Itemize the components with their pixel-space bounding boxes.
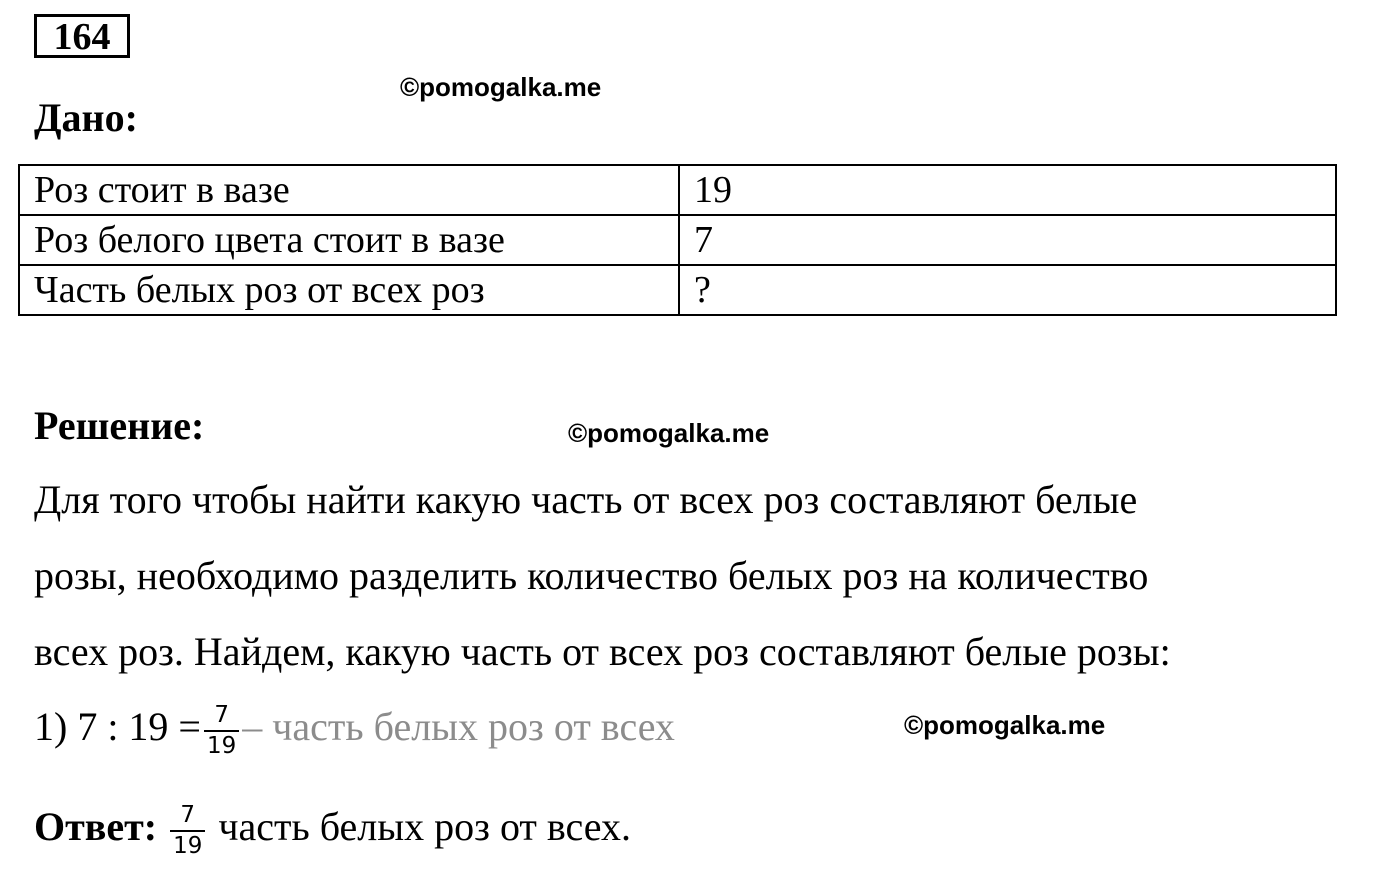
solution-line: Для того чтобы найти какую часть от всех роз составляют белые (34, 477, 1138, 522)
step-comment: – часть белых роз от всех (242, 704, 675, 749)
given-label: Роз белого цвета стоит в вазе (19, 215, 679, 265)
solution-line: всех роз. Найдем, какую часть от всех роз составляют белые розы: (34, 629, 1171, 674)
given-value: ? (679, 265, 1336, 315)
solution-heading: Решение: (34, 403, 205, 448)
fraction-numerator: 7 (204, 702, 239, 732)
watermark: ©pomogalka.me (400, 72, 602, 102)
answer-label: Ответ: (34, 804, 158, 849)
fraction-denominator: 19 (207, 732, 237, 759)
given-label: Часть белых роз от всех роз (19, 265, 679, 315)
fraction-numerator: 7 (170, 802, 205, 832)
watermark: ©pomogalka.me (904, 710, 1106, 740)
given-value: 19 (679, 165, 1336, 215)
answer-text: часть белых роз от всех. (218, 804, 632, 849)
table-row (19, 165, 1336, 215)
solution-step (34, 694, 675, 760)
step-fraction (204, 702, 239, 760)
answer-fraction (170, 802, 205, 860)
table-row (19, 215, 1336, 265)
watermark: ©pomogalka.me (568, 418, 770, 448)
fraction-denominator: 19 (173, 832, 203, 859)
given-value: 7 (679, 215, 1336, 265)
table-row (19, 265, 1336, 315)
step-expression: 1) 7 : 19 = (34, 704, 201, 749)
solution-line: розы, необходимо разделить количество белых роз на количество (34, 553, 1149, 598)
given-heading: Дано: (34, 95, 138, 140)
given-label: Роз стоит в вазе (19, 165, 679, 215)
answer-line (34, 794, 631, 860)
problem-number: 164 (34, 14, 130, 58)
given-table (18, 164, 1337, 316)
